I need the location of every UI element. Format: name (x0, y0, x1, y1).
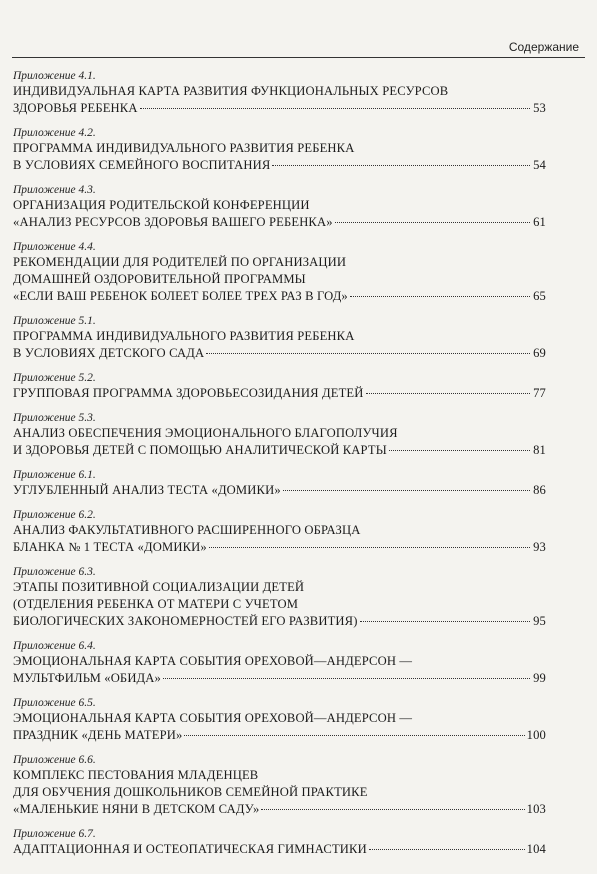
entry-title-line: ЭМОЦИОНАЛЬНАЯ КАРТА СОБЫТИЯ ОРЕХОВОЙ—АНДЕРСОН — (13, 711, 413, 725)
dot-leader (389, 450, 530, 451)
appendix-number: Приложение 5.1. (13, 315, 96, 327)
entry-title-line: ЭМОЦИОНАЛЬНАЯ КАРТА СОБЫТИЯ ОРЕХОВОЙ—АНДЕРСОН — (13, 654, 413, 668)
entry-title-line: РЕКОМЕНДАЦИИ ДЛЯ РОДИТЕЛЕЙ ПО ОРГАНИЗАЦИИ (13, 255, 347, 269)
toc-entry (13, 127, 546, 174)
page-number: 54 (533, 158, 546, 172)
entry-title-line (13, 100, 546, 117)
toc-entry (13, 640, 546, 687)
page-number: 104 (526, 842, 546, 856)
entry-title-line: ПРОГРАММА ИНДИВИДУАЛЬНОГО РАЗВИТИЯ РЕБЕНКА (13, 329, 355, 343)
header-divider (12, 57, 585, 58)
dot-leader (350, 296, 530, 297)
entry-title-line: АНАЛИЗ ОБЕСПЕЧЕНИЯ ЭМОЦИОНАЛЬНОГО БЛАГОПОЛУЧИЯ (13, 426, 398, 440)
entry-title-text: ПРАЗДНИК «ДЕНЬ МАТЕРИ» (13, 728, 183, 742)
appendix-number: Приложение 6.5. (13, 697, 96, 709)
table-of-contents (13, 70, 546, 868)
page-number: 81 (533, 443, 546, 457)
toc-entry (13, 469, 546, 499)
toc-entry (13, 315, 546, 362)
entry-title-text: «ЕСЛИ ВАШ РЕБЕНОК БОЛЕЕТ БОЛЕЕ ТРЕХ РАЗ В ГОД» (13, 289, 348, 303)
dot-leader (272, 165, 530, 166)
toc-entry (13, 412, 546, 459)
page-number: 65 (533, 289, 546, 303)
entry-title-line (13, 727, 546, 744)
entry-title-text: «МАЛЕНЬКИЕ НЯНИ В ДЕТСКОМ САДУ» (13, 802, 260, 816)
page-number: 99 (533, 671, 546, 685)
appendix-number: Приложение 4.3. (13, 184, 96, 196)
entry-title-line (13, 288, 546, 305)
running-header-title: Содержание (508, 40, 579, 54)
dot-leader (335, 222, 530, 223)
entry-title-line: ОРГАНИЗАЦИЯ РОДИТЕЛЬСКОЙ КОНФЕРЕНЦИИ (13, 198, 310, 212)
appendix-number: Приложение 6.6. (13, 754, 96, 766)
entry-title-line (13, 670, 546, 687)
appendix-number: Приложение 4.2. (13, 127, 96, 139)
dot-leader (184, 735, 524, 736)
entry-title-line: (ОТДЕЛЕНИЯ РЕБЕНКА ОТ МАТЕРИ С УЧЕТОМ (13, 597, 299, 611)
appendix-number: Приложение 6.7. (13, 828, 96, 840)
page-number: 86 (533, 483, 546, 497)
appendix-number: Приложение 5.2. (13, 372, 96, 384)
toc-entry (13, 754, 546, 818)
entry-title-text: УГЛУБЛЕННЫЙ АНАЛИЗ ТЕСТА «ДОМИКИ» (13, 483, 281, 497)
entry-title-line: КОМПЛЕКС ПЕСТОВАНИЯ МЛАДЕНЦЕВ (13, 768, 259, 782)
toc-entry (13, 566, 546, 630)
entry-title-text: АДАПТАЦИОННАЯ И ОСТЕОПАТИЧЕСКАЯ ГИМНАСТИКИ (13, 842, 367, 856)
entry-title-text: В УСЛОВИЯХ ДЕТСКОГО САДА (13, 346, 205, 360)
page-number: 95 (533, 614, 546, 628)
entry-title-line (13, 214, 546, 231)
toc-entry (13, 372, 546, 402)
appendix-number: Приложение 4.1. (13, 70, 96, 82)
toc-entry (13, 509, 546, 556)
dot-leader (360, 621, 530, 622)
entry-title-line (13, 345, 546, 362)
toc-entry (13, 241, 546, 305)
entry-title-line: ПРОГРАММА ИНДИВИДУАЛЬНОГО РАЗВИТИЯ РЕБЕНКА (13, 141, 355, 155)
toc-entry (13, 697, 546, 744)
appendix-number: Приложение 5.3. (13, 412, 96, 424)
entry-title-text: И ЗДОРОВЬЯ ДЕТЕЙ С ПОМОЩЬЮ АНАЛИТИЧЕСКОЙ КАРТЫ (13, 443, 387, 457)
page-number: 53 (533, 101, 546, 115)
entry-title-line (13, 442, 546, 459)
toc-entry (13, 70, 546, 117)
entry-title-text: БЛАНКА № 1 ТЕСТА «ДОМИКИ» (13, 540, 207, 554)
entry-title-line (13, 385, 546, 402)
entry-title-line: ДОМАШНЕЙ ОЗДОРОВИТЕЛЬНОЙ ПРОГРАММЫ (13, 272, 306, 286)
page-number: 100 (526, 728, 546, 742)
page-number: 61 (533, 215, 546, 229)
appendix-number: Приложение 6.2. (13, 509, 96, 521)
dot-leader (369, 849, 525, 850)
entry-title-line: ЭТАПЫ ПОЗИТИВНОЙ СОЦИАЛИЗАЦИИ ДЕТЕЙ (13, 580, 305, 594)
dot-leader (206, 353, 530, 354)
appendix-number: Приложение 6.1. (13, 469, 96, 481)
dot-leader (163, 678, 530, 679)
dot-leader (140, 108, 530, 109)
entry-title-line (13, 613, 546, 630)
entry-title-line: АНАЛИЗ ФАКУЛЬТАТИВНОГО РАСШИРЕННОГО ОБРАЗЦА (13, 523, 361, 537)
entry-title-line (13, 482, 546, 499)
toc-entry (13, 184, 546, 231)
entry-title-text: «АНАЛИЗ РЕСУРСОВ ЗДОРОВЬЯ ВАШЕГО РЕБЕНКА» (13, 215, 333, 229)
entry-title-line (13, 841, 546, 858)
page-number: 69 (533, 346, 546, 360)
entry-title-line (13, 801, 546, 818)
entry-title-text: ЗДОРОВЬЯ РЕБЕНКА (13, 101, 138, 115)
entry-title-text: МУЛЬТФИЛЬМ «ОБИДА» (13, 671, 161, 685)
entry-title-line: ИНДИВИДУАЛЬНАЯ КАРТА РАЗВИТИЯ ФУНКЦИОНАЛЬНЫХ РЕСУРСОВ (13, 84, 449, 98)
page-number: 77 (533, 386, 546, 400)
entry-title-text: ГРУППОВАЯ ПРОГРАММА ЗДОРОВЬЕСОЗИДАНИЯ ДЕТЕЙ (13, 386, 364, 400)
dot-leader (209, 547, 530, 548)
entry-title-line (13, 539, 546, 556)
page-number: 93 (533, 540, 546, 554)
toc-entry (13, 828, 546, 858)
dot-leader (283, 490, 530, 491)
page-header (0, 0, 597, 56)
dot-leader (261, 809, 524, 810)
entry-title-line (13, 157, 546, 174)
dot-leader (366, 393, 530, 394)
entry-title-text: В УСЛОВИЯХ СЕМЕЙНОГО ВОСПИТАНИЯ (13, 158, 271, 172)
appendix-number: Приложение 4.4. (13, 241, 96, 253)
entry-title-line: ДЛЯ ОБУЧЕНИЯ ДОШКОЛЬНИКОВ СЕМЕЙНОЙ ПРАКТИКЕ (13, 785, 368, 799)
appendix-number: Приложение 6.3. (13, 566, 96, 578)
entry-title-text: БИОЛОГИЧЕСКИХ ЗАКОНОМЕРНОСТЕЙ ЕГО РАЗВИТИЯ) (13, 614, 358, 628)
page-number: 103 (526, 802, 546, 816)
appendix-number: Приложение 6.4. (13, 640, 96, 652)
